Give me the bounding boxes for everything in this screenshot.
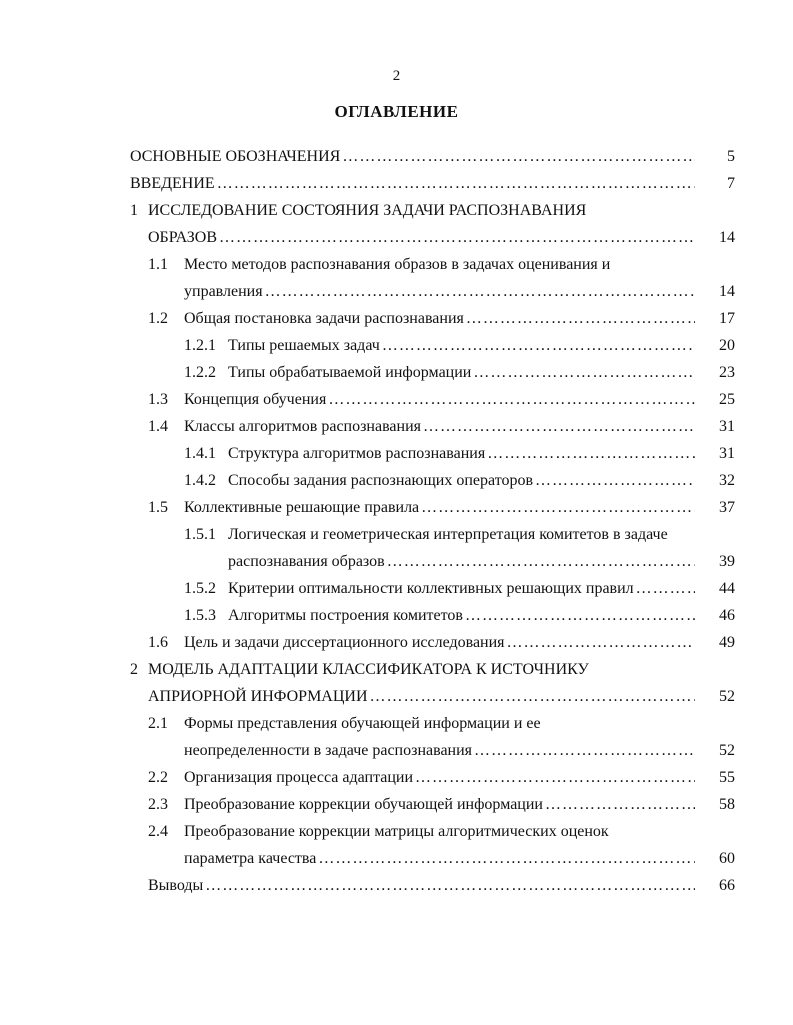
toc-entry-label: Выводы xyxy=(148,877,204,894)
toc-entry-page: 31 xyxy=(719,418,735,435)
toc-entry-number: 1.4.1 xyxy=(184,445,216,462)
toc-entry-chapter-2[interactable] xyxy=(0,656,793,683)
toc-entry-page: 55 xyxy=(719,769,735,786)
toc-entry-page: 52 xyxy=(719,688,735,705)
toc-entry-number: 2 xyxy=(130,661,138,678)
toc-entry-1-1-cont[interactable] xyxy=(0,278,793,305)
toc-entry-label: ОСНОВНЫЕ ОБОЗНАЧЕНИЯ xyxy=(130,148,341,165)
toc-entry-1-3[interactable] xyxy=(0,386,793,413)
toc-entry-chapter-1-cont[interactable] xyxy=(0,224,793,251)
toc-entry-label: МОДЕЛЬ АДАПТАЦИИ КЛАССИФИКАТОРА К ИСТОЧНИКУ xyxy=(148,661,589,678)
toc-entry-page: 60 xyxy=(719,850,735,867)
toc-entry-label: Логическая и геометрическая интерпретация комитетов в задаче xyxy=(228,526,668,543)
toc-entry-number: 1 xyxy=(130,202,138,219)
toc-entry-page: 46 xyxy=(719,607,735,624)
toc-entry-number: 1.5.2 xyxy=(184,580,216,597)
toc-entry-label: Критерии оптимальности коллективных решающих правил xyxy=(228,580,634,597)
toc-entry-label: Способы задания распознающих операторов xyxy=(228,472,534,489)
toc-entry-number: 1.5.3 xyxy=(184,607,216,624)
toc-entry-2-4[interactable] xyxy=(0,818,793,845)
toc-entry-2-1[interactable] xyxy=(0,710,793,737)
toc-entry-label: Преобразование коррекции матрицы алгоритмических оценок xyxy=(184,823,609,840)
toc-entry-label: Формы представления обучающей информации и ее xyxy=(184,715,541,732)
toc-entry-chapter-2-cont[interactable] xyxy=(0,683,793,710)
toc-entry-page: 7 xyxy=(727,175,735,192)
toc-entry-page: 37 xyxy=(719,499,735,516)
toc-entry-number: 1.2.2 xyxy=(184,364,216,381)
toc-entry-page: 25 xyxy=(719,391,735,408)
toc-entry-label: Алгоритмы построения комитетов xyxy=(228,607,463,624)
toc-entry-label: Концепция обучения xyxy=(184,391,327,408)
toc-entry-label: Общая постановка задачи распознавания xyxy=(184,310,464,327)
toc-entry-1-5-3[interactable] xyxy=(0,602,793,629)
page-number: 2 xyxy=(392,68,401,84)
toc-entry-1-5-1[interactable] xyxy=(0,521,793,548)
toc-entry-page: 58 xyxy=(719,796,735,813)
toc-entry-label: Преобразование коррекции обучающей информации xyxy=(184,796,543,813)
toc-entry-1-2-2[interactable] xyxy=(0,359,793,386)
toc-entry-2-1-cont[interactable] xyxy=(0,737,793,764)
toc-entry-1-5-2[interactable] xyxy=(0,575,793,602)
toc-entry-1-1[interactable] xyxy=(0,251,793,278)
toc-entry-notation[interactable] xyxy=(0,143,793,170)
toc-entry-2-4-cont[interactable] xyxy=(0,845,793,872)
toc-entry-number: 1.2 xyxy=(148,310,168,327)
toc-entry-label: Цель и задачи диссертационного исследования xyxy=(184,634,505,651)
toc-entry-1-4[interactable] xyxy=(0,413,793,440)
toc-entry-number: 2.2 xyxy=(148,769,168,786)
toc-entry-number: 1.4.2 xyxy=(184,472,216,489)
toc-entry-page: 44 xyxy=(719,580,735,597)
toc-entry-label: ОБРАЗОВ xyxy=(148,229,217,246)
toc-entry-page: 66 xyxy=(719,877,735,894)
toc-entry-page: 39 xyxy=(719,553,735,570)
toc-entry-1-6[interactable] xyxy=(0,629,793,656)
toc-entry-page: 31 xyxy=(719,445,735,462)
toc-entry-number: 1.5 xyxy=(148,499,168,516)
toc-entry-label: неопределенности в задаче распознавания xyxy=(184,742,473,759)
toc-entry-page: 5 xyxy=(727,148,735,165)
toc-entry-number: 1.2.1 xyxy=(184,337,216,354)
toc-entry-1-4-2[interactable] xyxy=(0,467,793,494)
toc-entry-label: Классы алгоритмов распознавания xyxy=(184,418,422,435)
toc-entry-number: 2.3 xyxy=(148,796,168,813)
toc-entry-label: Место методов распознавания образов в задачах оценивания и xyxy=(184,256,611,273)
toc-entry-number: 1.5.1 xyxy=(184,526,216,543)
toc-entry-page: 17 xyxy=(719,310,735,327)
toc-entry-chapter-1[interactable] xyxy=(0,197,793,224)
toc-entry-1-2[interactable] xyxy=(0,305,793,332)
toc-entry-number: 1.4 xyxy=(148,418,168,435)
toc-entry-label: Типы решаемых задач xyxy=(228,337,380,354)
toc-entry-label: Типы обрабатываемой информации xyxy=(228,364,472,381)
toc-entry-label: АПРИОРНОЙ ИНФОРМАЦИИ xyxy=(148,688,368,705)
toc-entry-page: 49 xyxy=(719,634,735,651)
toc-entry-1-2-1[interactable] xyxy=(0,332,793,359)
toc-entry-label: ВВЕДЕНИЕ xyxy=(130,175,215,192)
toc-entry-2-2[interactable] xyxy=(0,764,793,791)
toc-entry-page: 20 xyxy=(719,337,735,354)
toc-entry-number: 1.1 xyxy=(148,256,168,273)
toc-entry-page: 14 xyxy=(719,283,735,300)
toc-entry-number: 1.6 xyxy=(148,634,168,651)
toc-entry-label: Организация процесса адаптации xyxy=(184,769,414,786)
toc-entry-label: параметра качества xyxy=(184,850,317,867)
toc-entry-1-4-1[interactable] xyxy=(0,440,793,467)
toc-entry-number: 1.3 xyxy=(148,391,168,408)
table-of-contents xyxy=(0,143,793,899)
toc-entry-label: Структура алгоритмов распознавания xyxy=(228,445,486,462)
toc-entry-label: управления xyxy=(184,283,263,300)
page-title: ОГЛАВЛЕНИЕ xyxy=(334,102,459,121)
toc-entry-1-5[interactable] xyxy=(0,494,793,521)
toc-entry-conclusions[interactable] xyxy=(0,872,793,899)
toc-entry-1-5-1-cont[interactable] xyxy=(0,548,793,575)
toc-entry-page: 14 xyxy=(719,229,735,246)
toc-entry-page: 32 xyxy=(719,472,735,489)
toc-entry-intro[interactable] xyxy=(0,170,793,197)
toc-entry-number: 2.1 xyxy=(148,715,168,732)
toc-entry-label: ИССЛЕДОВАНИЕ СОСТОЯНИЯ ЗАДАЧИ РАСПОЗНАВАНИЯ xyxy=(148,202,587,219)
toc-entry-label: Коллективные решающие правила xyxy=(184,499,420,516)
toc-entry-label: распознавания образов xyxy=(228,553,385,570)
toc-entry-number: 2.4 xyxy=(148,823,168,840)
toc-entry-2-3[interactable] xyxy=(0,791,793,818)
toc-entry-page: 52 xyxy=(719,742,735,759)
toc-entry-page: 23 xyxy=(719,364,735,381)
